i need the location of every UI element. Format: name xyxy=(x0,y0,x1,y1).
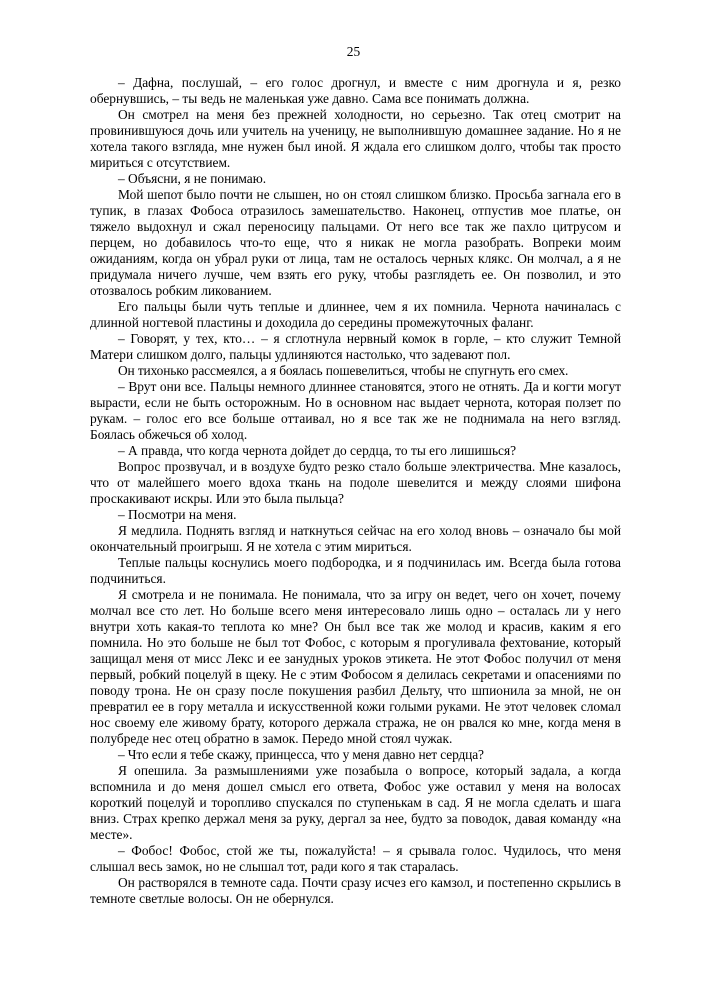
paragraph: – Врут они все. Пальцы немного длиннее становятся, этого не отнять. Да и когти могут вырасти, если не быть осторожным. Но в основном нас выдает чернота, которая ползет по рукам. – голос его все больше оттаивал, но я все так же не поднимала на него взгляд. Боялась обжечься об холод. xyxy=(90,378,621,442)
paragraph: Мой шепот было почти не слышен, но он стоял слишком близко. Просьба загнала его в тупик, в глазах Фобоса отразилось замешательство. Наконец, отпустив мое платье, он тяжело выдохнул и сжал переносицу пальцами. От него все так же пахло цитрусом и перцем, но добавилось что-то еще, что я никак не могла разобрать. Вопреки моим ожиданиям, когда он убрал руки от лица, там не осталось черных клякс. Он молчал, а я не придумала ничего лучше, чем взять его руку, чтобы разглядеть ее. Он позволил, и это отозвалось робким ликованием. xyxy=(90,186,621,298)
paragraph: Он тихонько рассмеялся, а я боялась пошевелиться, чтобы не спугнуть его смех. xyxy=(118,362,569,378)
paragraph: – Что если я тебе скажу, принцесса, что у меня давно нет сердца? xyxy=(118,747,484,763)
paragraph: Я медлила. Поднять взгляд и наткнуться сейчас на его холод вновь – означало бы мой окончательный проигрыш. Я не хотела с этим мириться. xyxy=(90,522,621,554)
text-body xyxy=(90,75,621,908)
paragraph: – Объясни, я не понимаю. xyxy=(118,170,267,186)
paragraph: – Посмотри на меня. xyxy=(118,506,237,522)
paragraph: – Фобос! Фобос, стой же ты, пожалуйста! – я срывала голос. Чудилось, что меня слышал весь замок, но не слышал тот, ради кого я так старалась. xyxy=(90,843,621,875)
paragraph: Теплые пальцы коснулись моего подбородка, и я подчинилась им. Всегда была готова подчиниться. xyxy=(90,554,621,586)
paragraph: Его пальцы были чуть теплые и длиннее, чем я их помнила. Чернота начиналась с длинной ногтевой пластины и доходила до середины промежуточных фаланг. xyxy=(90,298,621,330)
paragraph: Вопрос прозвучал, и в воздухе будто резко стало больше электричества. Мне казалось, что от малейшего моего вдоха ткань на подоле шевелится и между слоями шифона проскакивают искры. Или это была пыльца? xyxy=(90,458,621,506)
paragraph: – Говорят, у тех, кто… – я сглотнула нервный комок в горле, – кто служит Темной Матери слишком долго, пальцы удлиняются настолько, что задевают пол. xyxy=(90,330,621,362)
paragraph: – Дафна, послушай, – его голос дрогнул, и вместе с ним дрогнула и я, резко обернувшись, – ты ведь не маленькая уже давно. Сама все понимать должна. xyxy=(90,74,621,106)
paragraph: Я опешила. За размышлениями уже позабыла о вопросе, который задала, а когда вспомнила и до меня дошел смысл его ответа, Фобос уже оставил у меня на волосах короткий поцелуй и торопливо спускался по ступенькам в сад. Я не могла сделать и шага вниз. Страх крепко держал меня за руку, дергал за нее, будто за поводок, давая команду «на месте». xyxy=(90,763,621,843)
page-number: 25 xyxy=(346,44,361,59)
paragraph: Я смотрела и не понимала. Не понимала, что за игру он ведет, чего он хочет, почему молчал все сто лет. Но больше всего меня интересовало лишь одно – осталась ли у него внутри хоть какая-то теплота ко мне? Он был все так же молод и красив, каким я его помнила. Но это больше не был тот Фобос, с которым я прогуливала фехтование, который защищал меня от мисс Лекс и ее занудных уроков этикета. Не этот Фобос получил от меня первый, робкий поцелуй в щеку. Не с этим Фобосом я делилась секретами и опасениями по поводу трона. Не он сразу после покушения разбил Дельту, что шпионила за мной, не он превратил ее в гору металла и искусственной кожи голыми руками. Не этот человек сломал нос своему еле живому брату, которого держала стража, не он рвался ко мне, когда меня в полубреде нес отец обратно в замок. Передо мной стоял чужак. xyxy=(90,587,621,747)
paragraph: Он растворялся в темноте сада. Почти сразу исчез его камзол, и постепенно скрылись в темноте светлые волосы. Он не обернулся. xyxy=(90,875,621,907)
paragraph: Он смотрел на меня без прежней холодности, но серьезно. Так отец смотрит на провинившуюся дочь или учитель на ученицу, не выполнившую домашнее задание. Но я не хотела такого взгляда, мне нужен был иной. Я ждала его слишком долго, чтобы так просто мириться с отсутствием. xyxy=(90,106,621,170)
paragraph: – А правда, что когда чернота дойдет до сердца, то ты его лишишься? xyxy=(118,442,517,458)
